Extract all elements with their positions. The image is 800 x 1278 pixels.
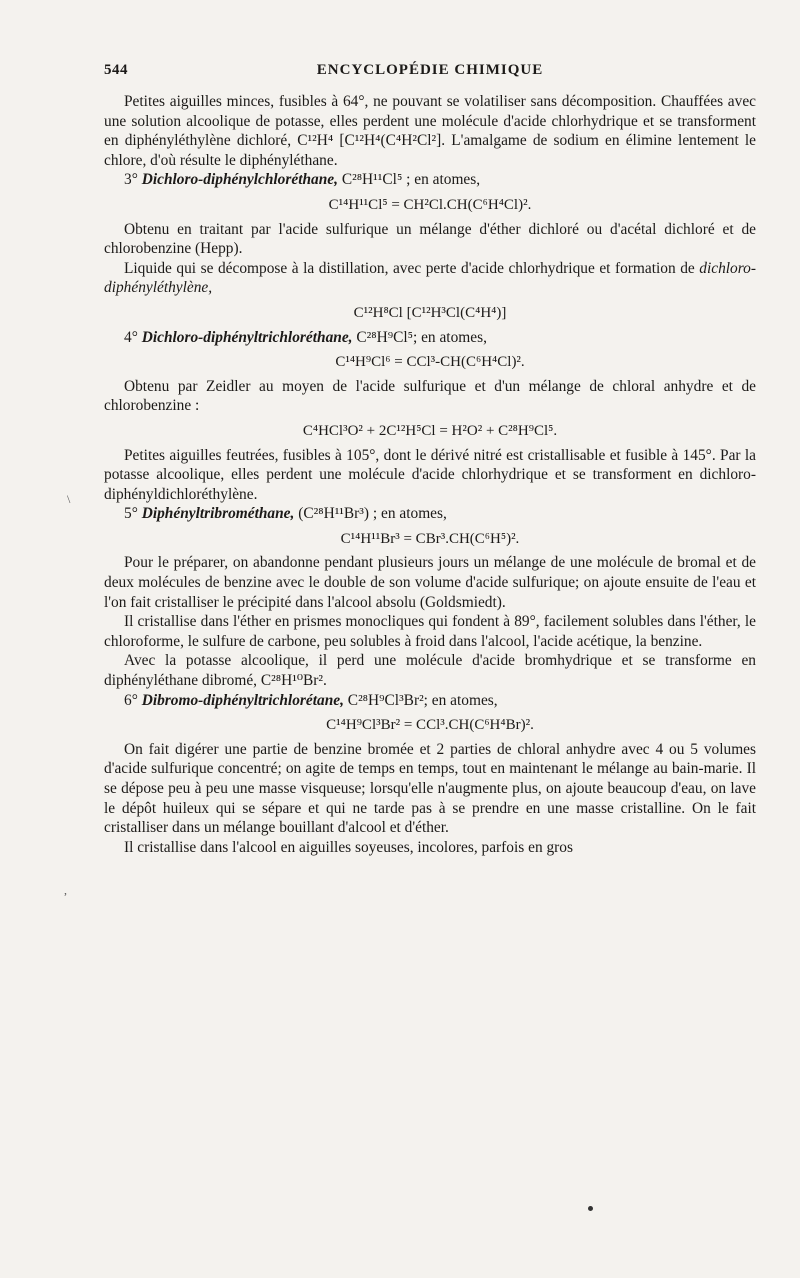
page-number: 544: [104, 62, 128, 78]
section-heading-4: [104, 328, 756, 348]
paragraph-text: Liquide qui se décompose à la distillation, avec perte d'acide chlorhydrique et formation de: [124, 259, 700, 277]
paragraph: Avec la potasse alcoolique, il perd une molécule d'acide bromhydrique et se transforme en diphényléthane dibromé, C²⁸H¹⁰Br².: [104, 652, 756, 690]
compound-name: Dichloro-diphényltrichloréthane,: [141, 328, 353, 346]
paragraph: Il cristallise dans l'éther en prismes monocliques qui fondent à 89°, facilement solubles dans l'éther, le chloroforme, le sulfure de carbone, peu solubles à froid dans l'alcool, l'acide acétique, la benzine.: [104, 613, 756, 650]
compound-formula: C²⁸H⁹Cl³Br²; en atomes,: [343, 691, 498, 709]
section-number: 4°: [124, 328, 138, 346]
paragraph: On fait digérer une partie de benzine bromée et 2 parties de chloral anhydre avec 4 ou 5 volumes d'acide sulfurique concentré; on agite de temps en temps, tout en maintenant le mélange au bain-marie. Il se dépose peu à peu une masse visqueuse; lorsqu'elle n'augmente plus, on ajoute beaucoup d'eau, on lave le dépôt huileux qui se sépare et qui ne tarde pas à se prendre en une masse cristalline. On le fait cristalliser dans un mélange bouillant d'alcool et d'éther.: [104, 740, 756, 837]
ink-dot: [588, 1206, 593, 1211]
paragraph: Pour le préparer, on abandonne pendant plusieurs jours un mélange de une molécule de bromal et de deux molécules de benzine avec le double de son volume d'acide sulfurique; on ajoute ensuite de l'eau et l'on fait cristalliser le précipité dans l'alcool absolu (Goldsmiedt).: [104, 554, 756, 611]
paragraph: Obtenu en traitant par l'acide sulfurique un mélange d'éther dichloré ou d'acétal dichloré et de chlorobenzine (Hepp).: [104, 220, 756, 258]
section-heading-6: [104, 691, 756, 711]
compound-name: Diphényltribrométhane,: [141, 505, 295, 523]
section-number: 6°: [124, 691, 138, 709]
page-body: [104, 92, 756, 857]
paragraph: Il cristallise dans l'alcool en aiguilles soyeuses, incolores, parfois en gros: [124, 838, 573, 856]
paragraph: Obtenu par Zeidler au moyen de l'acide sulfurique et d'un mélange de chloral anhydre et de chlorobenzine :: [104, 377, 756, 415]
compound-formula: C²⁸H¹¹Cl⁵ ; en atomes,: [337, 171, 481, 189]
compound-name: Dibromo-diphényltrichlorétane,: [141, 691, 344, 709]
compound-formula: (C²⁸H¹¹Br³) ; en atomes,: [294, 505, 447, 523]
formula: C¹⁴H¹¹Br³ = CBr³.CH(C⁶H⁵)².: [340, 530, 520, 547]
formula: C¹⁴H⁹Cl⁶ = CCl³-CH(C⁶H⁴Cl)².: [335, 354, 525, 371]
section-heading-5: [104, 504, 756, 524]
section-number: 3°: [124, 171, 138, 189]
formula: C⁴HCl³O² + 2C¹²H⁵Cl = H²O² + C²⁸H⁹Cl⁵.: [302, 422, 558, 439]
margin-mark: \: [67, 492, 71, 506]
running-title: ENCYCLOPÉDIE CHIMIQUE: [316, 62, 544, 78]
paragraph-italic: dichloro-diphényléthylène,: [104, 259, 756, 297]
paragraph: Petites aiguilles minces, fusibles à 64°, ne pouvant se volatiliser sans décomposition. Chauffées avec une solution alcoolique de potasse, elles perdent une molécule d'acide chlorhydrique et se transforment en diphényléthylène dichloré, C¹²H⁴ [C¹²H⁴(C⁴H²Cl²]. L'amalgame de sodium en élimine lentement le chlore, d'où résulte le diphényléthane.: [104, 93, 756, 169]
page-header: [104, 62, 756, 84]
formula: C¹²H⁸Cl [C¹²H³Cl(C⁴H⁴)]: [353, 304, 507, 321]
paragraph: [104, 259, 756, 298]
formula: C¹⁴H¹¹Cl⁵ = CH²Cl.CH(C⁶H⁴Cl)².: [328, 196, 532, 213]
compound-name: Dichloro-diphénylchloréthane,: [141, 171, 338, 189]
formula: C¹⁴H⁹Cl³Br² = CCl³.CH(C⁶H⁴Br)².: [326, 717, 534, 734]
paragraph: Petites aiguilles feutrées, fusibles à 105°, dont le dérivé nitré est cristallisable et fusible à 145°. Par la potasse alcoolique, elles perdent une molécule d'acide chlorhydrique et se transforment en dichloro-diphényldichloréthylène.: [104, 446, 756, 503]
section-heading-3: [104, 170, 756, 190]
section-number: 5°: [124, 505, 138, 523]
compound-formula: C²⁸H⁹Cl⁵; en atomes,: [352, 328, 487, 346]
margin-mark: ,: [64, 883, 67, 897]
